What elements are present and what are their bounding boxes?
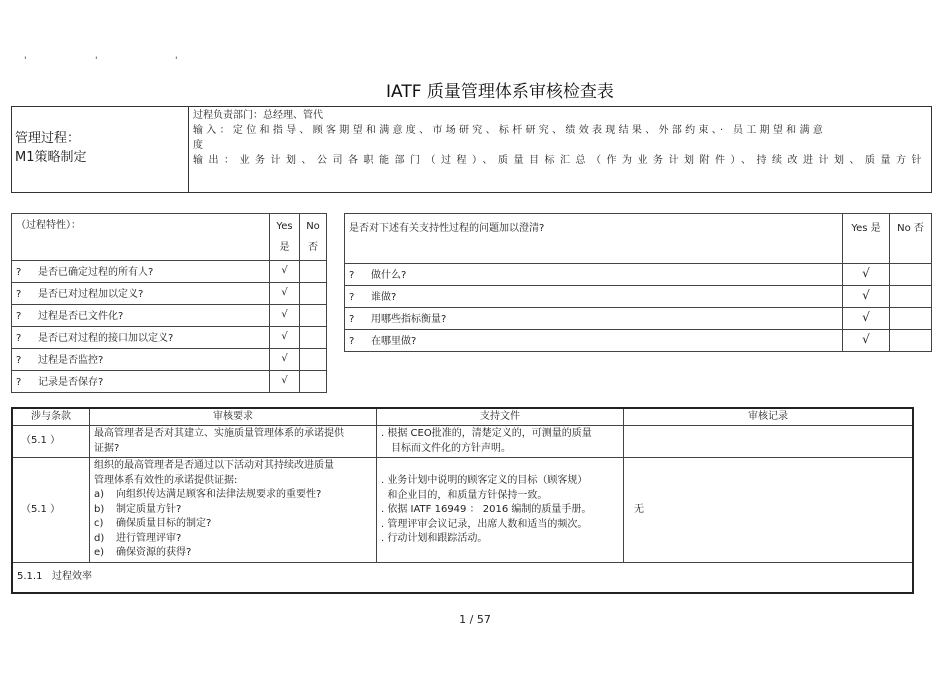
checklist-question: 是否已对过程的接口加以定义? xyxy=(38,333,174,344)
audit-record-cell[interactable]: 无 xyxy=(624,458,914,563)
corner-mark: ' xyxy=(24,56,27,66)
no-checkbox[interactable] xyxy=(890,286,932,308)
process-inputs: 输入：定位和指导、顾客期望和满意度、市场研究、标杆研究、绩效表现结果、外部约束、· 员工期望和满意 xyxy=(193,125,827,136)
clause-cell: （5.1 ） xyxy=(12,426,90,458)
no-header: No 否 xyxy=(890,214,932,264)
support-header: 是否对下述有关支持性过程的问题加以澄清? xyxy=(345,214,843,264)
process-inputs-cont: 度 xyxy=(193,140,203,151)
checklist-question: 是否已对过程加以定义? xyxy=(38,289,144,300)
audit-record-header: 审核记录 xyxy=(624,408,914,426)
audit-row xyxy=(12,458,913,563)
yes-checkbox[interactable]: √ xyxy=(270,305,300,327)
process-characteristics-table xyxy=(11,213,327,393)
checklist-question: 谁做? xyxy=(371,292,397,303)
support-doc-header: 支持文件 xyxy=(377,408,624,426)
corner-mark: ' xyxy=(95,56,98,66)
checklist-question: 做什么? xyxy=(371,270,407,281)
checklist-question: 用哪些指标衡量? xyxy=(371,314,447,325)
no-checkbox[interactable] xyxy=(300,327,327,349)
yes-header: Yes 是 xyxy=(270,214,300,261)
requirement-item: d) 进行管理评审? xyxy=(94,532,182,544)
no-checkbox[interactable] xyxy=(300,371,327,393)
support-doc-cell: . 业务计划中说明的顾客定义的目标（顾客规） 和企业目的，和质量方针保持一致。 . 依据 IATF 16949 ： 2016 编制的质量手册。 . 管理评审会议记录，出席人数和适当的频次。 . 行动计划和跟踪活动。 xyxy=(377,458,624,563)
no-checkbox[interactable] xyxy=(890,330,932,352)
checklist-row: ? 在哪里做? √ xyxy=(345,330,932,352)
requirement-item: c) 确保质量目标的制定? xyxy=(94,518,212,529)
checklist-row: ? 用哪些指标衡量? √ xyxy=(345,308,932,330)
audit-record-cell[interactable] xyxy=(624,426,914,458)
checklist-row: ? 是否已对过程加以定义? √ xyxy=(12,283,327,305)
checklist-row: ? 谁做? √ xyxy=(345,286,932,308)
yes-checkbox[interactable]: √ xyxy=(270,261,300,283)
yes-checkbox[interactable]: √ xyxy=(843,330,890,352)
no-checkbox[interactable] xyxy=(300,305,327,327)
checklist-question: 过程是否已文件化? xyxy=(38,311,124,322)
yes-header: Yes 是 xyxy=(843,214,890,264)
yes-checkbox[interactable]: √ xyxy=(270,283,300,305)
no-checkbox[interactable] xyxy=(890,264,932,286)
page-indicator: 1 / 57 xyxy=(459,613,491,626)
process-name-cell xyxy=(12,107,189,193)
yes-checkbox[interactable]: √ xyxy=(843,286,890,308)
requirement-header: 审核要求 xyxy=(90,408,377,426)
requirement-cell: 组织的最高管理者是否通过以下活动对其持续改进质量 管理体系有效性的承诺提供证据: a) 向组织传达满足顾客和法律法规要求的重要性? b) 制定质量方针? c) 确保质量目标的制定? d) 进行管理评审? e) 确保资源的获得? xyxy=(90,458,377,563)
responsible-dept: 过程负责部门：总经理、管代 xyxy=(193,110,323,121)
corner-mark: ' xyxy=(175,56,178,66)
checklist-question: 是否已确定过程的所有人? xyxy=(38,267,154,278)
no-header: No 否 xyxy=(300,214,327,261)
characteristics-header: （过程特性）： xyxy=(12,214,270,261)
yes-checkbox[interactable]: √ xyxy=(270,327,300,349)
checklist-row: ? 做什么? √ xyxy=(345,264,932,286)
section-heading: 5.1.1 过程效率 xyxy=(12,562,913,593)
process-label: 管理过程： xyxy=(15,131,81,146)
checklist-row: ? 记录是否保存? √ xyxy=(12,371,327,393)
checklist-question: 过程是否监控? xyxy=(38,355,104,366)
requirement-cell: 最高管理者是否对其建立、实施质量管理体系的承诺提供 证据? xyxy=(90,426,377,458)
process-info-cell xyxy=(189,107,932,193)
yes-checkbox[interactable]: √ xyxy=(270,349,300,371)
process-code: M1策略制定 xyxy=(15,150,87,165)
audit-section-row xyxy=(12,562,913,593)
checklist-row: ? 过程是否已文件化? √ xyxy=(12,305,327,327)
checklist-row: ? 是否已对过程的接口加以定义? √ xyxy=(12,327,327,349)
no-checkbox[interactable] xyxy=(300,349,327,371)
process-header-table xyxy=(11,106,932,193)
checklist-question: 记录是否保存? xyxy=(38,377,104,388)
requirement-item: e) 确保资源的获得? xyxy=(94,547,192,558)
audit-row xyxy=(12,426,913,458)
document-title: IATF 质量管理体系审核检查表 xyxy=(386,82,614,102)
no-checkbox[interactable] xyxy=(890,308,932,330)
yes-checkbox[interactable]: √ xyxy=(843,264,890,286)
clause-header: 涉与条款 xyxy=(12,408,90,426)
support-process-table xyxy=(344,213,932,352)
checklist-row: ? 是否已确定过程的所有人? √ xyxy=(12,261,327,283)
no-checkbox[interactable] xyxy=(300,283,327,305)
yes-checkbox[interactable]: √ xyxy=(843,308,890,330)
requirement-item: a) 向组织传达满足顾客和法律法规要求的重要性? xyxy=(94,489,322,500)
checklist-row: ? 过程是否监控? √ xyxy=(12,349,327,371)
audit-table xyxy=(11,407,914,594)
no-checkbox[interactable] xyxy=(300,261,327,283)
yes-checkbox[interactable]: √ xyxy=(270,371,300,393)
checklist-question: 在哪里做? xyxy=(371,336,417,347)
clause-cell: （5.1 ） xyxy=(12,458,90,563)
requirement-item: b) 制定质量方针? xyxy=(94,503,182,515)
audit-header-row xyxy=(12,408,913,426)
support-doc-cell: . 根据 CEO批准的，清楚定义的，可测量的质量 目标而文件化的方针声明。 xyxy=(377,426,624,458)
process-outputs: 输出：业务计划、公司各职能部门（过程）、质量目标汇总（作为业务计划附件）、持续改进计划、质量方针 xyxy=(193,155,927,166)
